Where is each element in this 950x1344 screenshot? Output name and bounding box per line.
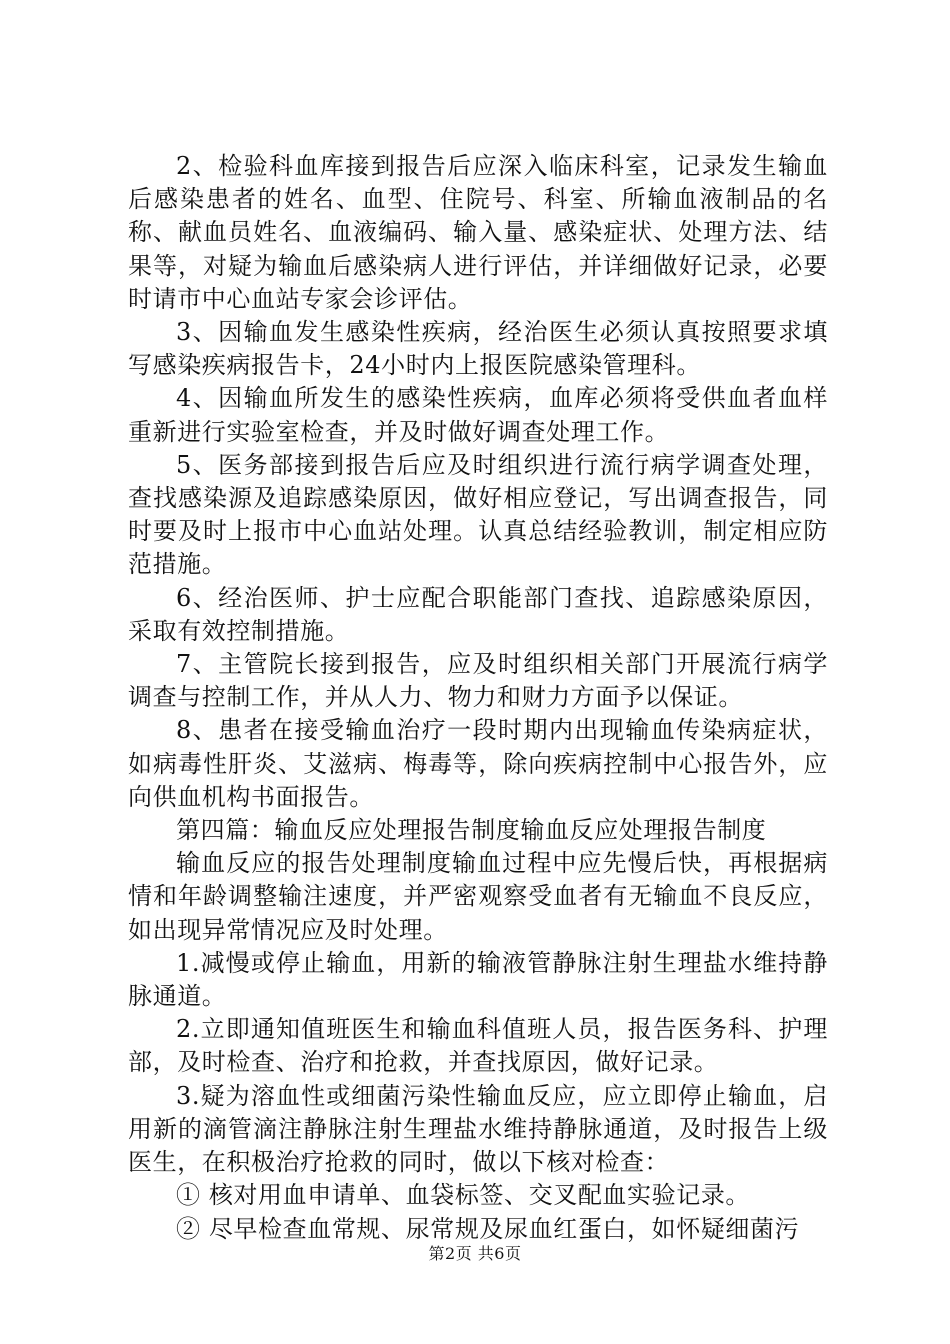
page-number-label: 第2页 共6页: [428, 1244, 522, 1263]
page-footer: [0, 1244, 950, 1264]
paragraph-item-3: 3、因输血发生感染性疾病，经治医生必须认真按照要求填写感染疾病报告卡，24小时内上报医院感染管理科。: [128, 318, 828, 380]
paragraph-item-2: 2、检验科血库接到报告后应深入临床科室，记录发生输血后感染患者的姓名、血型、住院号、科室、所输血液制品的名称、献血员姓名、血液编码、输入量、感染症状、处理方法、结果等，对疑为输血后感染病人进行评估，并详细做好记录，必要时请市中心血站专家会诊评估。: [128, 152, 828, 313]
procedure-step-3: 3.疑为溶血性或细菌污染性输血反应，应立即停止输血，启用新的滴管滴注静脉注射生理盐水维持静脉通道，及时报告上级医生，在积极治疗抢救的同时，做以下核对检查：: [128, 1081, 828, 1177]
procedure-step-2: 2.立即通知值班医生和输血科值班人员，报告医务科、护理部，及时检查、治疗和抢救，并查找原因，做好记录。: [128, 1015, 828, 1077]
procedure-step-1: 1.减慢或停止输血，用新的输液管静脉注射生理盐水维持静脉通道。: [128, 948, 828, 1011]
section-intro: 输血反应的报告处理制度输血过程中应先慢后快，再根据病情和年龄调整输注速度，并严密观察受血者有无输血不良反应，如出现异常情况应及时处理。: [128, 849, 828, 944]
paragraph-item-4: 4、因输血所发生的感染性疾病，血库必须将受供血者血样重新进行实验室检查，并及时做好调查处理工作。: [128, 384, 828, 446]
paragraph-item-7: 7、主管院长接到报告，应及时组织相关部门开展流行病学调查与控制工作，并从人力、物力和财力方面予以保证。: [128, 650, 828, 712]
paragraph-item-8: 8、患者在接受输血治疗一段时期内出现输血传染病症状，如病毒性肝炎、艾滋病、梅毒等，除向疾病控制中心报告外，应向供血机构书面报告。: [128, 716, 828, 811]
paragraph-item-6: 6、经治医师、护士应配合职能部门查找、追踪感染原因，采取有效控制措施。: [128, 583, 828, 645]
paragraph-item-5: 5、医务部接到报告后应及时组织进行流行病学调查处理，查找感染源及追踪感染原因，做好相应登记，写出调查报告，同时要及时上报市中心血站处理。认真总结经验教训，制定相应防范措施。: [128, 450, 828, 579]
document-body: [128, 150, 828, 1246]
section-heading: 第四篇：输血反应处理报告制度输血反应处理报告制度: [176, 816, 767, 845]
check-item-1: ① 核对用血申请单、血袋标签、交叉配血实验记录。: [176, 1181, 751, 1210]
check-item-2: ② 尽早检查血常规、尿常规及尿血红蛋白，如怀疑细菌污: [176, 1214, 800, 1243]
